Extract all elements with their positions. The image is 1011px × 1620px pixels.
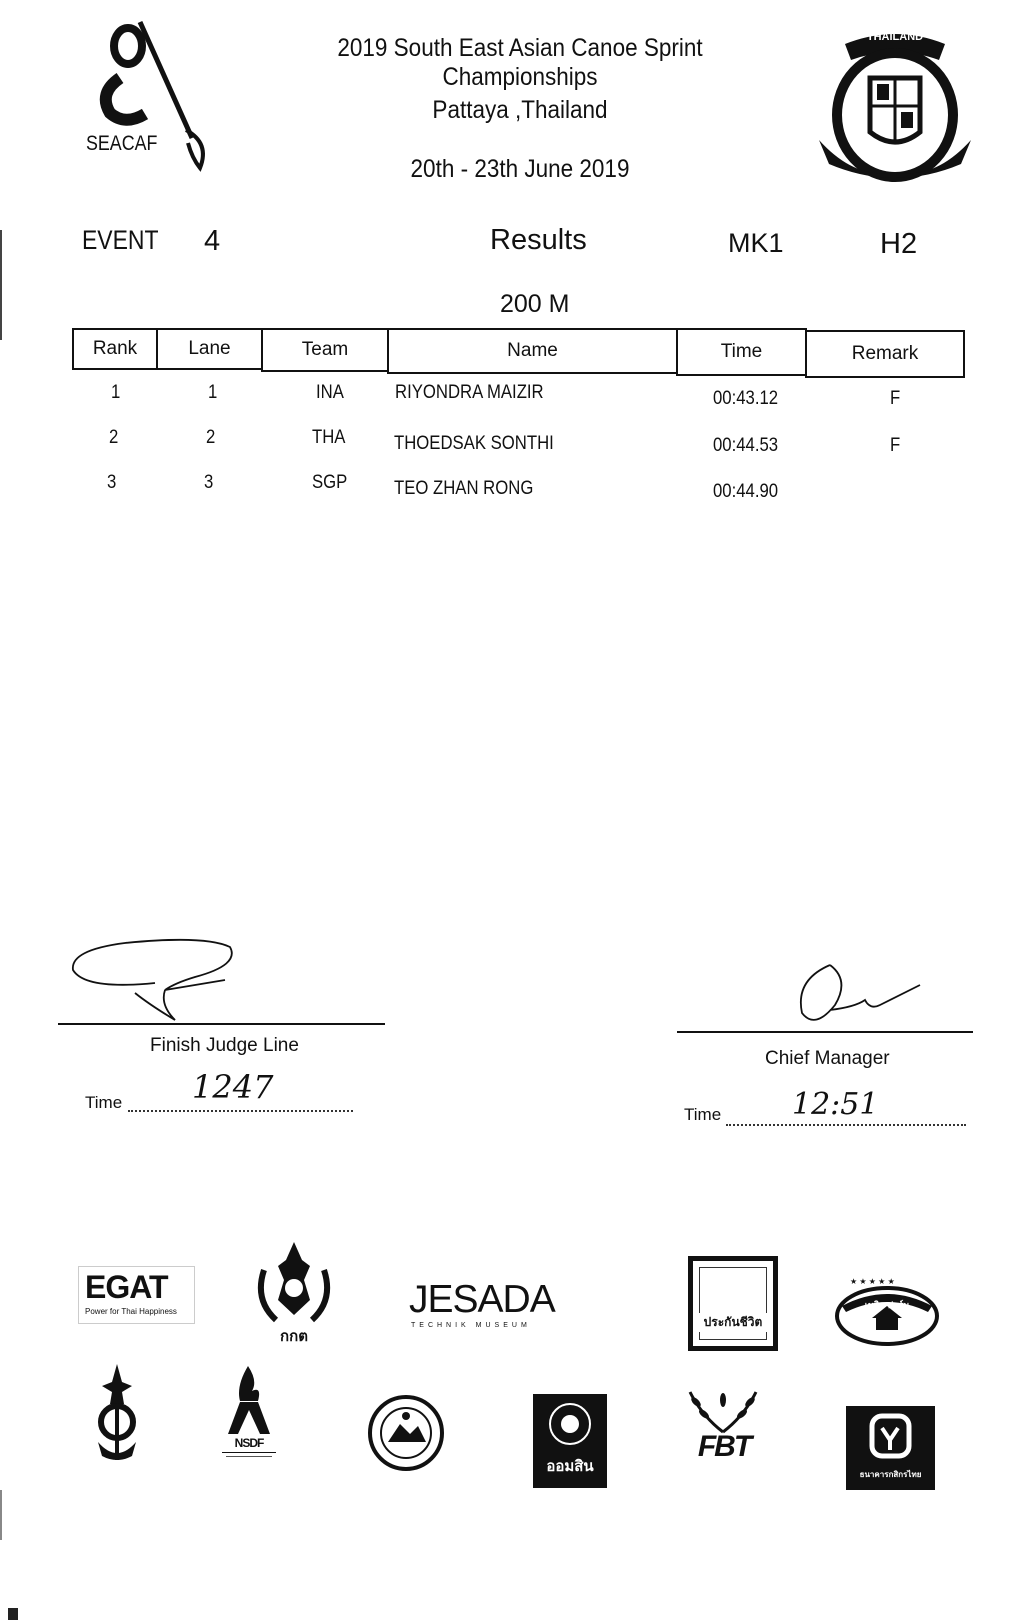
fbt-logo (682, 1386, 764, 1476)
finish-judge-time-line (128, 1110, 353, 1112)
navy-emblem-logo (92, 1364, 142, 1464)
laurel-icon (682, 1386, 764, 1434)
anchor-emblem-icon (92, 1364, 142, 1464)
row-rank: 3 (107, 472, 117, 493)
kkt-logo-text: กกต (280, 1328, 308, 1345)
jesada-logo (409, 1278, 567, 1333)
torch-icon (218, 1366, 280, 1436)
insurance-logo-text: ประกันชีวิต (697, 1313, 769, 1332)
chief-manager-time-label: Time (684, 1105, 722, 1124)
row-time: 00:43.12 (713, 388, 779, 409)
handwritten-signature-icon (790, 955, 940, 1035)
row-team: THA (312, 427, 346, 448)
col-time: Time (676, 328, 807, 376)
row-time: 00:44.90 (713, 481, 779, 502)
finish-judge-signature (65, 935, 245, 1025)
chief-manager-sign-line (677, 1031, 973, 1033)
circular-seal-icon (366, 1394, 446, 1472)
insurance-logo (688, 1256, 778, 1351)
bank-symbol-icon (846, 1406, 935, 1466)
chief-manager-time-value: 12:51 (792, 1087, 879, 1122)
row-rank: 2 (109, 427, 119, 448)
egat-logo-text: EGAT (85, 1269, 168, 1305)
bank-seal-icon (533, 1394, 607, 1454)
scan-edge-mark (8, 1608, 18, 1620)
results-label: Results (490, 224, 587, 256)
kasikorn-bank-logo (846, 1406, 935, 1490)
row-lane: 3 (204, 472, 214, 493)
col-name: Name (387, 328, 678, 374)
emblem-icon (254, 1240, 334, 1330)
thailand-crest-logo (815, 20, 975, 190)
event-dates: 20th - 23th June 2019 (410, 155, 630, 183)
finish-judge-sign-line (58, 1023, 385, 1025)
crest-icon (815, 20, 975, 190)
crest-banner-text: THAILAND (866, 31, 924, 43)
results-table-header (72, 328, 975, 378)
row-name: TEO ZHAN RONG (394, 478, 534, 499)
jesada-logo-subtitle: TECHNIK MUSEUM (411, 1322, 531, 1329)
row-rank: 1 (111, 382, 121, 403)
nsdf-logo (218, 1366, 280, 1466)
boat-class: MK1 (728, 228, 784, 258)
race-distance: 200 M (500, 290, 570, 318)
kkt-logo (254, 1240, 334, 1345)
jesada-logo-text: JESADA (409, 1278, 555, 1321)
egat-tagline: Power for Thai Happiness (85, 1307, 177, 1316)
scan-edge-mark (0, 1490, 2, 1540)
table-row (0, 472, 1011, 504)
finish-judge-time-value: 1247 (192, 1068, 274, 1106)
table-row (0, 382, 1011, 414)
seacaf-logo-text: SEACAF (86, 132, 158, 155)
row-time: 00:44.53 (713, 435, 779, 456)
aomsin-logo (533, 1394, 607, 1488)
chief-manager-signature (790, 955, 940, 1035)
handwritten-signature-icon (65, 935, 245, 1025)
egat-logo (78, 1266, 195, 1324)
sports-authority-seal (366, 1394, 446, 1472)
col-rank: Rank (72, 328, 158, 370)
kasikorn-bank-logo-text: ธนาคารกสิกรไทย (859, 1470, 922, 1479)
row-team: INA (316, 382, 344, 403)
aomsin-logo-text: ออมสิน (546, 1458, 594, 1475)
row-lane: 1 (208, 382, 218, 403)
nsdf-logo-text: NSDF (234, 1436, 264, 1450)
finish-judge-time-label: Time (85, 1093, 123, 1112)
magic-farm-logo-text: เมจิก ฟาร์ม (864, 1300, 910, 1310)
championship-title: 2019 South East Asian Canoe Sprint Championships (337, 34, 703, 91)
scan-edge-mark (0, 230, 2, 340)
fbt-logo-text: FBT (697, 1430, 751, 1463)
row-team: SGP (312, 472, 348, 493)
event-number: 4 (204, 225, 221, 257)
row-name: THOEDSAK SONTHI (394, 433, 554, 454)
magic-farm-logo (832, 1278, 942, 1358)
heat-label: H2 (880, 228, 918, 260)
farm-badge-icon (832, 1278, 942, 1348)
venue: Pattaya ,Thailand (432, 96, 608, 124)
row-lane: 2 (206, 427, 216, 448)
col-team: Team (261, 328, 389, 372)
svg-text:★ ★ ★ ★ ★: ★ ★ ★ ★ ★ (850, 1278, 895, 1286)
table-row (0, 427, 1011, 459)
chief-manager-time-line (726, 1124, 966, 1126)
finish-judge-label: Finish Judge Line (150, 1035, 299, 1056)
row-remark: F (890, 388, 901, 409)
event-label: EVENT (82, 225, 159, 255)
row-name: RIYONDRA MAIZIR (395, 382, 544, 403)
col-lane: Lane (156, 328, 263, 370)
chief-manager-label: Chief Manager (765, 1048, 890, 1069)
col-remark: Remark (805, 330, 965, 378)
row-remark: F (890, 435, 901, 456)
